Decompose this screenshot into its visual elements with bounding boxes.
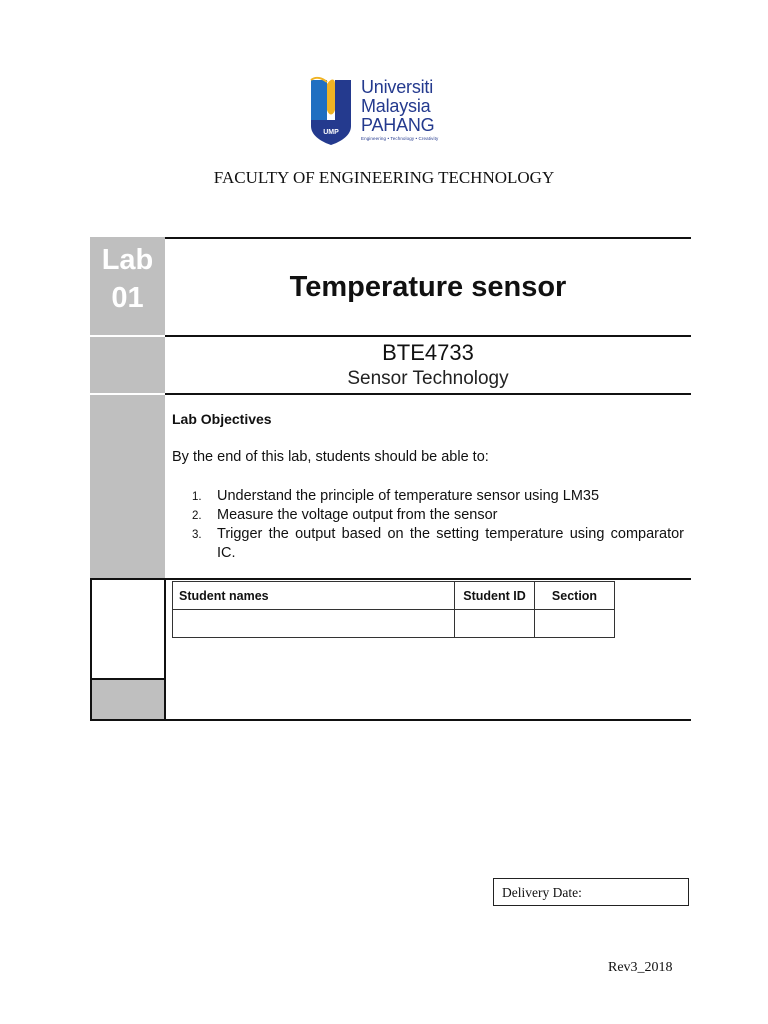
lab-label bbox=[90, 241, 165, 317]
logo-badge-text: UMP bbox=[323, 129, 339, 136]
header-student-names: Student names bbox=[173, 582, 455, 610]
logo-wordmark bbox=[361, 78, 438, 142]
rule-top bbox=[165, 237, 691, 239]
ump-shield-icon bbox=[308, 76, 354, 146]
logo-line-2: Malaysia bbox=[361, 96, 431, 116]
logo-line-1: Universiti bbox=[361, 77, 434, 97]
objective-item: 3. Trigger the output based on the setting temperature using comparator IC. bbox=[192, 526, 684, 561]
objectives-list bbox=[192, 487, 684, 563]
rule-4 bbox=[90, 578, 691, 580]
objective-item: 1. Understand the principle of temperature sensor using LM35 bbox=[192, 488, 600, 504]
header-student-id: Student ID bbox=[455, 582, 535, 610]
student-id-cell[interactable] bbox=[455, 610, 535, 638]
student-name-cell[interactable] bbox=[173, 610, 455, 638]
student-table bbox=[172, 581, 615, 638]
rule-2 bbox=[165, 335, 691, 337]
left-border bbox=[90, 578, 92, 721]
objectives-heading: Lab Objectives bbox=[172, 411, 272, 427]
rule-3 bbox=[165, 393, 691, 395]
logo-tagline: Engineering • Technology • Creativity bbox=[361, 136, 439, 141]
objectives-intro: By the end of this lab, students should be able to: bbox=[172, 449, 489, 465]
gray-cell-4 bbox=[90, 680, 165, 719]
delivery-date-box[interactable]: Delivery Date: bbox=[493, 878, 689, 906]
objective-item: 2. Measure the voltage output from the sensor bbox=[192, 507, 498, 523]
logo-line-3: PAHANG bbox=[361, 115, 435, 135]
course-code: BTE4733 bbox=[382, 340, 474, 365]
lab-number: 01 bbox=[111, 282, 144, 314]
gray-cell-2 bbox=[90, 337, 165, 393]
header-section: Section bbox=[535, 582, 615, 610]
lab-title: Temperature sensor bbox=[289, 271, 567, 303]
university-logo bbox=[308, 72, 458, 148]
faculty-heading: FACULTY OF ENGINEERING TECHNOLOGY bbox=[213, 168, 555, 187]
gray-cell-3 bbox=[90, 395, 165, 579]
section-cell[interactable] bbox=[535, 610, 615, 638]
table-row bbox=[173, 610, 615, 638]
divider-vertical bbox=[164, 578, 166, 721]
student-table-header bbox=[173, 582, 615, 610]
revision-label: Rev3_2018 bbox=[608, 960, 673, 975]
rule-5 bbox=[90, 678, 166, 680]
rule-bottom bbox=[90, 719, 691, 721]
course-name: Sensor Technology bbox=[347, 368, 509, 389]
lab-word: Lab bbox=[101, 244, 154, 276]
lab-cover-table bbox=[90, 237, 691, 721]
